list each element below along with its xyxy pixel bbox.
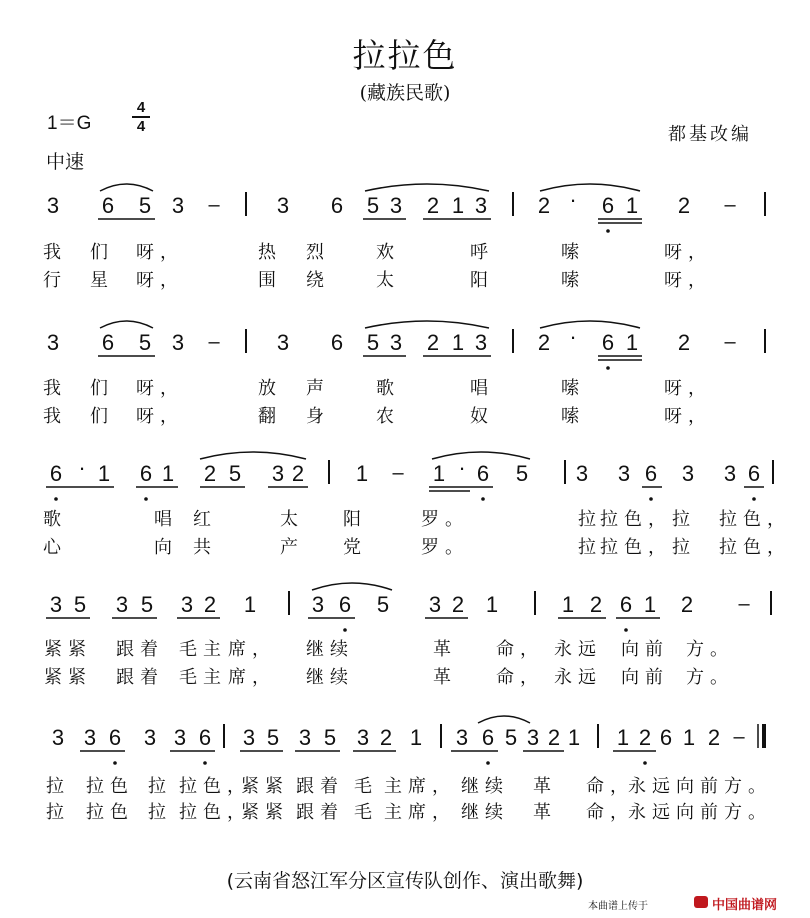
lyric: 继续 — [306, 639, 354, 660]
note: 3 — [311, 592, 325, 617]
lyric: 农 — [376, 406, 400, 427]
note: 3 — [173, 725, 187, 750]
lyric: 方。 — [686, 667, 734, 688]
note: 2 — [537, 193, 551, 218]
lyric: 呀， — [664, 242, 712, 263]
dash-note: – — [738, 593, 750, 615]
note: 1 — [616, 725, 630, 750]
lyric: 行 — [43, 270, 67, 291]
slur — [200, 452, 306, 459]
note: 5 — [376, 592, 390, 617]
lyric: 太 — [376, 270, 400, 291]
note: 5 — [73, 592, 87, 617]
lyric: 呀， — [664, 378, 712, 399]
note: 5 — [504, 725, 518, 750]
note: 5 — [323, 725, 337, 750]
octave-dot-below — [606, 229, 610, 233]
lyric: 星 — [90, 270, 114, 291]
lyric: 呀， — [664, 270, 712, 291]
note: 1 — [451, 193, 465, 218]
note: 6 — [198, 725, 212, 750]
note: 1 — [625, 193, 639, 218]
slur — [432, 452, 530, 459]
note: 6 — [481, 725, 495, 750]
slur — [312, 583, 392, 590]
lyric: 紧紧 — [241, 776, 289, 797]
note: 3 — [356, 725, 370, 750]
lyric: 们 — [90, 242, 114, 263]
lyric: 阳 — [343, 509, 367, 530]
lyric: 嗦 — [561, 270, 585, 291]
lyric: 革 — [533, 802, 557, 823]
lyric: 红 — [193, 509, 217, 530]
lyric: 向前 — [621, 639, 669, 660]
octave-dot-below — [752, 497, 756, 501]
time-signature-bottom: 4 — [136, 118, 146, 135]
lyric: 呀， — [136, 270, 184, 291]
note: 3 — [474, 193, 488, 218]
note: 3 — [51, 725, 65, 750]
note: 2 — [203, 592, 217, 617]
lyric: 向前 — [621, 667, 669, 688]
note: 5 — [228, 461, 242, 486]
note: 6 — [101, 193, 115, 218]
lyric: 革 — [533, 776, 557, 797]
lyric: 拉 — [46, 776, 70, 797]
key-signature: 1＝G — [47, 113, 92, 134]
slur — [365, 184, 489, 191]
note: 5 — [515, 461, 529, 486]
note: 3 — [575, 461, 589, 486]
lyric: 革 — [433, 667, 457, 688]
note: 3 — [180, 592, 194, 617]
lyric: 拉 — [46, 802, 70, 823]
lyric: 跟着 — [116, 667, 164, 688]
brand-logo-icon — [694, 896, 708, 908]
lyric: 绕 — [306, 270, 330, 291]
augmentation-dot: · — [569, 324, 577, 349]
note: 2 — [677, 193, 691, 218]
note: 6 — [330, 330, 344, 355]
lyric: 主席， — [384, 776, 456, 797]
note: 3 — [474, 330, 488, 355]
lyric: 共 — [193, 537, 217, 558]
lyric: 嗦 — [561, 378, 585, 399]
note: 3 — [115, 592, 129, 617]
note: 2 — [203, 461, 217, 486]
slur — [365, 321, 489, 328]
note: 3 — [526, 725, 540, 750]
lyric: 方。 — [686, 639, 734, 660]
note: 3 — [389, 330, 403, 355]
note: 5 — [366, 330, 380, 355]
slur — [100, 321, 153, 328]
lyric: 呀， — [136, 242, 184, 263]
note: 3 — [455, 725, 469, 750]
octave-dot-below — [643, 761, 647, 765]
lyric: 呀， — [664, 406, 712, 427]
note: 3 — [171, 330, 185, 355]
slur — [478, 716, 530, 723]
note: 6 — [139, 461, 153, 486]
octave-dot-below — [343, 628, 347, 632]
lyric: 跟着 — [296, 776, 344, 797]
lyric: 翻 — [258, 406, 282, 427]
note: 3 — [276, 330, 290, 355]
lyric: 热 — [258, 242, 282, 263]
lyric: 拉色， — [179, 802, 251, 823]
lyric: 命， — [496, 667, 544, 688]
note: 6 — [601, 193, 615, 218]
lyric: 歌 — [376, 378, 400, 399]
lyric: 拉 — [148, 802, 172, 823]
dash-note: – — [208, 331, 220, 353]
note: 1 — [561, 592, 575, 617]
lyric: 跟着 — [116, 639, 164, 660]
lyric: 呼 — [470, 242, 494, 263]
lyric: 嗦 — [561, 242, 585, 263]
dash-note: – — [733, 726, 745, 748]
lyric: 毛 — [354, 802, 378, 823]
lyric: 紧紧 — [44, 667, 92, 688]
note: 2 — [547, 725, 561, 750]
note: 3 — [428, 592, 442, 617]
performance-note: (云南省怒江军分区宣传队创作、演出歌舞) — [226, 870, 584, 892]
note: 2 — [537, 330, 551, 355]
lyric: 拉色，拉 — [600, 509, 696, 530]
note: 6 — [108, 725, 122, 750]
note: 1 — [409, 725, 423, 750]
note: 2 — [379, 725, 393, 750]
lyric: 嗦 — [561, 406, 585, 427]
lyric: 我 — [43, 378, 67, 399]
lyric: 罗。 — [421, 509, 469, 530]
lyric: 革 — [433, 639, 457, 660]
lyric: 继续 — [306, 667, 354, 688]
note: 2 — [426, 330, 440, 355]
lyric: 向 — [154, 537, 178, 558]
note: 5 — [138, 193, 152, 218]
octave-dot-below — [144, 497, 148, 501]
note: 6 — [619, 592, 633, 617]
octave-dot-below — [649, 497, 653, 501]
lyric: 毛主 — [179, 639, 227, 660]
lyric: 命， — [586, 776, 634, 797]
lyric: 们 — [90, 406, 114, 427]
lyric: 拉色 — [86, 802, 134, 823]
lyric: 命， — [496, 639, 544, 660]
lyric: 围 — [258, 270, 282, 291]
note: 6 — [330, 193, 344, 218]
lyric: 唱 — [154, 509, 178, 530]
dash-note: – — [208, 194, 220, 216]
lyric: 我 — [43, 406, 67, 427]
note: 1 — [567, 725, 581, 750]
note: 1 — [97, 461, 111, 486]
lyric: 身 — [306, 406, 330, 427]
lyric: 奴 — [470, 406, 494, 427]
augmentation-dot: · — [569, 187, 577, 212]
note: 6 — [644, 461, 658, 486]
lyric: 毛 — [354, 776, 378, 797]
slur — [540, 184, 640, 191]
lyric: 跟着 — [296, 802, 344, 823]
note: 6 — [747, 461, 761, 486]
note: 3 — [83, 725, 97, 750]
note: 2 — [638, 725, 652, 750]
lyric: 拉色，拉 — [600, 537, 696, 558]
octave-dot-below — [203, 761, 207, 765]
note: 3 — [276, 193, 290, 218]
note: 2 — [589, 592, 603, 617]
lyric: 呀， — [136, 378, 184, 399]
augmentation-dot: · — [78, 455, 86, 480]
lyric: 拉 — [148, 776, 172, 797]
note: 3 — [46, 330, 60, 355]
octave-dot-below — [113, 761, 117, 765]
note: 3 — [171, 193, 185, 218]
note: 3 — [298, 725, 312, 750]
lyric: 党 — [343, 537, 367, 558]
note: 6 — [476, 461, 490, 486]
note: 3 — [143, 725, 157, 750]
note: 1 — [355, 461, 369, 486]
octave-dot-below — [481, 497, 485, 501]
lyric: 继续 — [461, 776, 509, 797]
dash-note: – — [392, 462, 404, 484]
lyric: 阳 — [470, 270, 494, 291]
lyric: 欢 — [376, 242, 400, 263]
dash-note: – — [724, 331, 736, 353]
note: 5 — [140, 592, 154, 617]
note: 1 — [243, 592, 257, 617]
lyric: 产 — [280, 537, 304, 558]
note: 3 — [242, 725, 256, 750]
octave-dot-below — [54, 497, 58, 501]
slur — [540, 321, 640, 328]
lyric: 继续 — [461, 802, 509, 823]
note: 6 — [101, 330, 115, 355]
lyric: 太 — [280, 509, 304, 530]
lyric: 放 — [258, 378, 282, 399]
lyric: 唱 — [470, 378, 494, 399]
octave-dot-below — [486, 761, 490, 765]
song-subtitle: (藏族民歌) — [359, 82, 451, 104]
brand-logo: 中国曲谱网 — [712, 898, 778, 913]
lyric: 罗。 — [421, 537, 469, 558]
note: 5 — [138, 330, 152, 355]
lyric: 席， — [228, 667, 276, 688]
lyric: 紧紧 — [241, 802, 289, 823]
lyric: 席， — [228, 639, 276, 660]
lyric: 心 — [43, 537, 67, 558]
note: 3 — [723, 461, 737, 486]
augmentation-dot: · — [458, 455, 466, 480]
song-title: 拉拉色 — [352, 36, 458, 75]
note: 1 — [432, 461, 446, 486]
upload-credit: 本曲谱上传于 — [588, 901, 648, 912]
note: 3 — [389, 193, 403, 218]
dash-note: – — [724, 194, 736, 216]
lyric: 拉 — [578, 509, 602, 530]
note: 6 — [49, 461, 63, 486]
note: 1 — [625, 330, 639, 355]
note: 6 — [338, 592, 352, 617]
note: 6 — [601, 330, 615, 355]
note: 1 — [682, 725, 696, 750]
note: 3 — [617, 461, 631, 486]
note: 1 — [161, 461, 175, 486]
note: 5 — [366, 193, 380, 218]
lyric: 拉色， — [179, 776, 251, 797]
note: 2 — [426, 193, 440, 218]
lyric: 声 — [306, 378, 330, 399]
octave-dot-below — [606, 366, 610, 370]
note: 3 — [271, 461, 285, 486]
lyric: 命， — [586, 802, 634, 823]
lyric: 永远向前方。 — [628, 802, 772, 823]
note: 3 — [681, 461, 695, 486]
octave-dot-below — [624, 628, 628, 632]
lyric: 永远 — [554, 667, 602, 688]
lyric: 烈 — [306, 242, 330, 263]
time-signature-top: 4 — [136, 99, 146, 116]
note: 1 — [643, 592, 657, 617]
lyric: 拉色， — [719, 537, 791, 558]
lyric: 拉色 — [86, 776, 134, 797]
lyric: 我 — [43, 242, 67, 263]
lyric: 拉色， — [719, 509, 791, 530]
lyric: 永远向前方。 — [628, 776, 772, 797]
lyric: 毛主 — [179, 667, 227, 688]
note: 1 — [451, 330, 465, 355]
slur — [100, 184, 153, 191]
arranger-credit: 都基改编 — [668, 124, 752, 145]
lyric: 永远 — [554, 639, 602, 660]
note: 2 — [680, 592, 694, 617]
lyric: 拉 — [578, 537, 602, 558]
note: 2 — [451, 592, 465, 617]
note: 1 — [485, 592, 499, 617]
note: 6 — [659, 725, 673, 750]
note: 3 — [46, 193, 60, 218]
note: 2 — [291, 461, 305, 486]
note: 2 — [677, 330, 691, 355]
note: 5 — [266, 725, 280, 750]
lyric: 呀， — [136, 406, 184, 427]
note: 3 — [49, 592, 63, 617]
lyric: 紧紧 — [44, 639, 92, 660]
tempo-marking: 中速 — [46, 151, 85, 173]
lyric: 们 — [90, 378, 114, 399]
lyric: 歌 — [43, 509, 67, 530]
note: 2 — [707, 725, 721, 750]
lyric: 主席， — [384, 802, 456, 823]
